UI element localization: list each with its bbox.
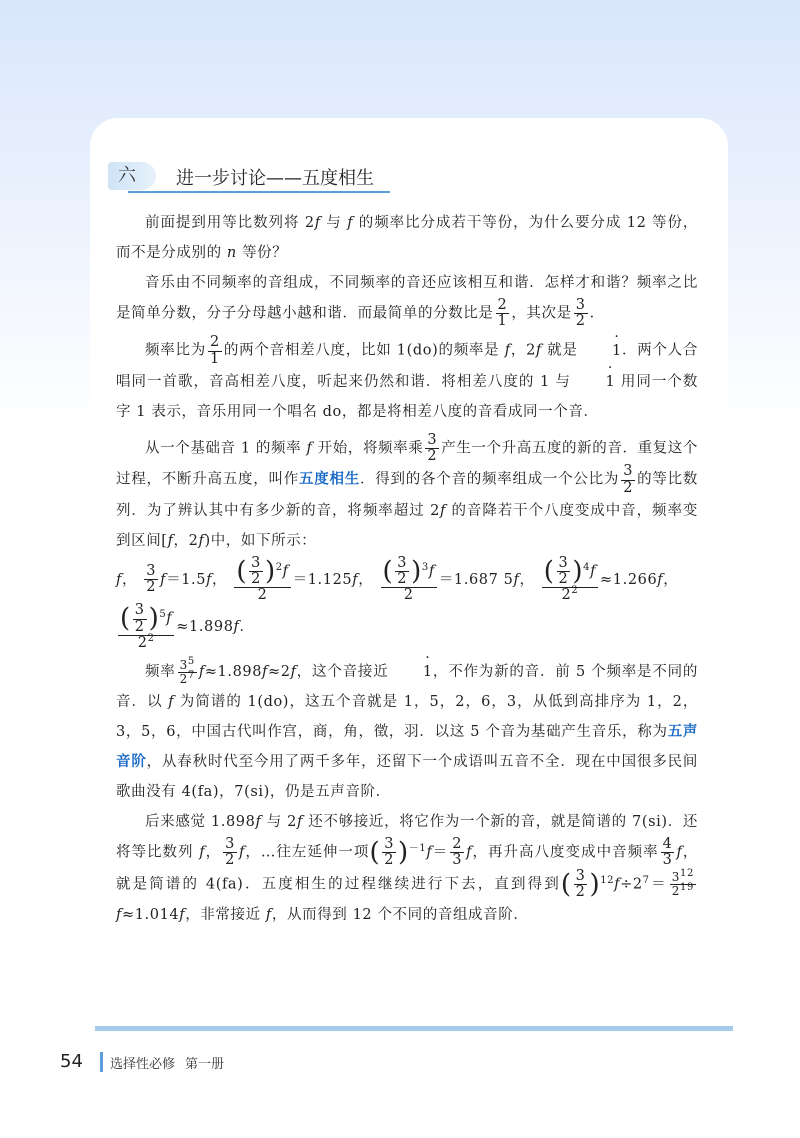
fraction: $\frac{3}{2}$ [146, 562, 157, 596]
footer-rule [95, 1026, 733, 1031]
keyword-wusheng-yinjie: 五声音阶 [116, 724, 698, 771]
book-volume: 第一册 [185, 1057, 225, 1072]
paragraph-3: 频率比为 $\frac{2}{1}$ 的两个音相差八度，比如 1(do)的频率是 f，2f 就是 · 1．两个人合唱同一首歌，音高相差八度，听起来仍然和谐．将相差八度的 1 与 · 1 用同一个数字 1 表示，音乐用同一个唱名 do，都是将相差八度的音看成同一个音． [116, 335, 698, 426]
fraction-term-4: ( $\frac{3}{2}$ )$^3$f 2 [382, 554, 435, 604]
page-number: 54 [60, 1051, 83, 1072]
fraction: $\frac{3^5}{2^7}$ [179, 655, 195, 686]
section-number-badge: 六 [108, 162, 156, 190]
fraction-term-6: ( $\frac{3}{2}$ )$^5$f $2^2$ [120, 602, 173, 651]
fraction: $\frac{4}{3}$ [662, 836, 673, 869]
fraction: $\frac{2}{3}$ [452, 836, 463, 869]
paragraph-1: 前面提到用等比数列将 2f 与 f 的频率比分成若干等份，为什么要分成 12 等份，而不是分成别的 n 等份？ [116, 215, 698, 261]
fraction: $\frac{2}{1}$ [497, 297, 508, 330]
book-title [110, 1053, 224, 1072]
section-underline [128, 191, 390, 193]
section-title: 进一步讨论——五度相生 [176, 168, 374, 189]
fraction-term-5: ( $\frac{3}{2}$ )$^4$f $2^2$ [543, 554, 597, 604]
fraction: $\frac{3}{2}$ [623, 463, 634, 496]
fraction: $\frac{3}{2}$ [575, 297, 586, 330]
book-series: 选择性必修 [110, 1057, 176, 1072]
high-do-symbol: · 1 [583, 336, 622, 366]
fraction: $\frac{3^{12}}{2^{19}}$ [671, 868, 694, 898]
body-text [116, 208, 698, 930]
paragraph-5: 频率 $\frac{3^5}{2^7}$ f≈1.898f≈2f，这个音接近 · 1，不作为新的音．前 5 个频率是不同的音．以 f 为简谱的 1(do)，这五个音就是 1，5，2，6，3，从低到高排序为 1，2，3，5，6，中国古代叫作宫，商，角，徵，羽．以这 5 个音为基础产生音乐，称为五声音阶，从春秋时代至今用了两千多年，还留下一个成语叫五音不全．现在中国很多民间歌曲没有 4(fa)，7(si)，仍是五声音阶． [116, 657, 698, 807]
fraction: $\frac{2}{1}$ [209, 334, 220, 367]
fraction: $\frac{3}{2}$ [427, 431, 438, 465]
footer-divider [100, 1052, 103, 1072]
fraction: $\frac{3}{2}$ [384, 836, 395, 869]
high-do-symbol: · 1 [394, 657, 433, 687]
high-do-symbol: · 1 [576, 367, 615, 397]
paragraph-4: 从一个基础音 1 的频率 f 开始，将频率乘 $\frac{3}{2}$ 产生一个升高五度的新的音．重复这个过程，不断升高五度，叫作五度相生．得到的各个音的频率组成一个公比为 $\frac{3}{2}$ 的等比数列．为了辨认其中有多少新的音，将频率超过 2f 的音降若干个八度变成中音，频率变到区间[f，2f)中，如下所示： [116, 431, 699, 549]
fraction: $\frac{3}{2}$ [225, 836, 235, 869]
paragraph-2: 音乐由不同频率的音组成，不同频率的音还应该相互和谐．怎样才和谐？频率之比是简单分数，分子分母越小越和谐．而最简单的分数比是 $\frac{2}{1}$ ，其次是 $\frac{3}{2}$ ． [116, 275, 698, 330]
keyword-wudu-xiangsheng: 五度相生 [298, 472, 360, 489]
frequency-sequence: f， $\frac{3}{2}$ f＝1.5f， ( $\frac{3}{2}$ )$^2$f 2 ＝1.125f， ( $\frac{3}{2}$ )$^3$f 2 ＝1.687 5f， ( $\frac{3}{2}$ )$^4$f $2^2$ ≈1.266f， [116, 554, 679, 604]
paragraph-6: 后来感觉 1.898f 与 2f 还不够接近，将它作为一个新的音，就是简谱的 7(si)．还将等比数列 f， $\frac{3}{2}$ f，…往左延伸一项( $\frac{3}{2}$ )$^{-1}$f＝ $\frac{2}{3}$ f，再升高八度变成中音频率 $\frac{4}{3}$ f，就是简谱的 4(fa)．五度相生的过程继续进行下去，直到得到( $\frac{3}{2}$ )$^{12}f\div 2^7=$ $\frac{3^{12}}{2^{19}}$ f≈1.014f，非常接近 f，从而得到 12 个不同的音组成音阶． [116, 814, 699, 923]
frequency-sequence-2: ( $\frac{3}{2}$ )$^5$f $2^2$ ≈1.898f． [120, 602, 255, 651]
fraction-term-3: ( $\frac{3}{2}$ )$^2$f 2 [236, 554, 289, 604]
fraction: $\frac{3}{2}$ [575, 867, 586, 900]
